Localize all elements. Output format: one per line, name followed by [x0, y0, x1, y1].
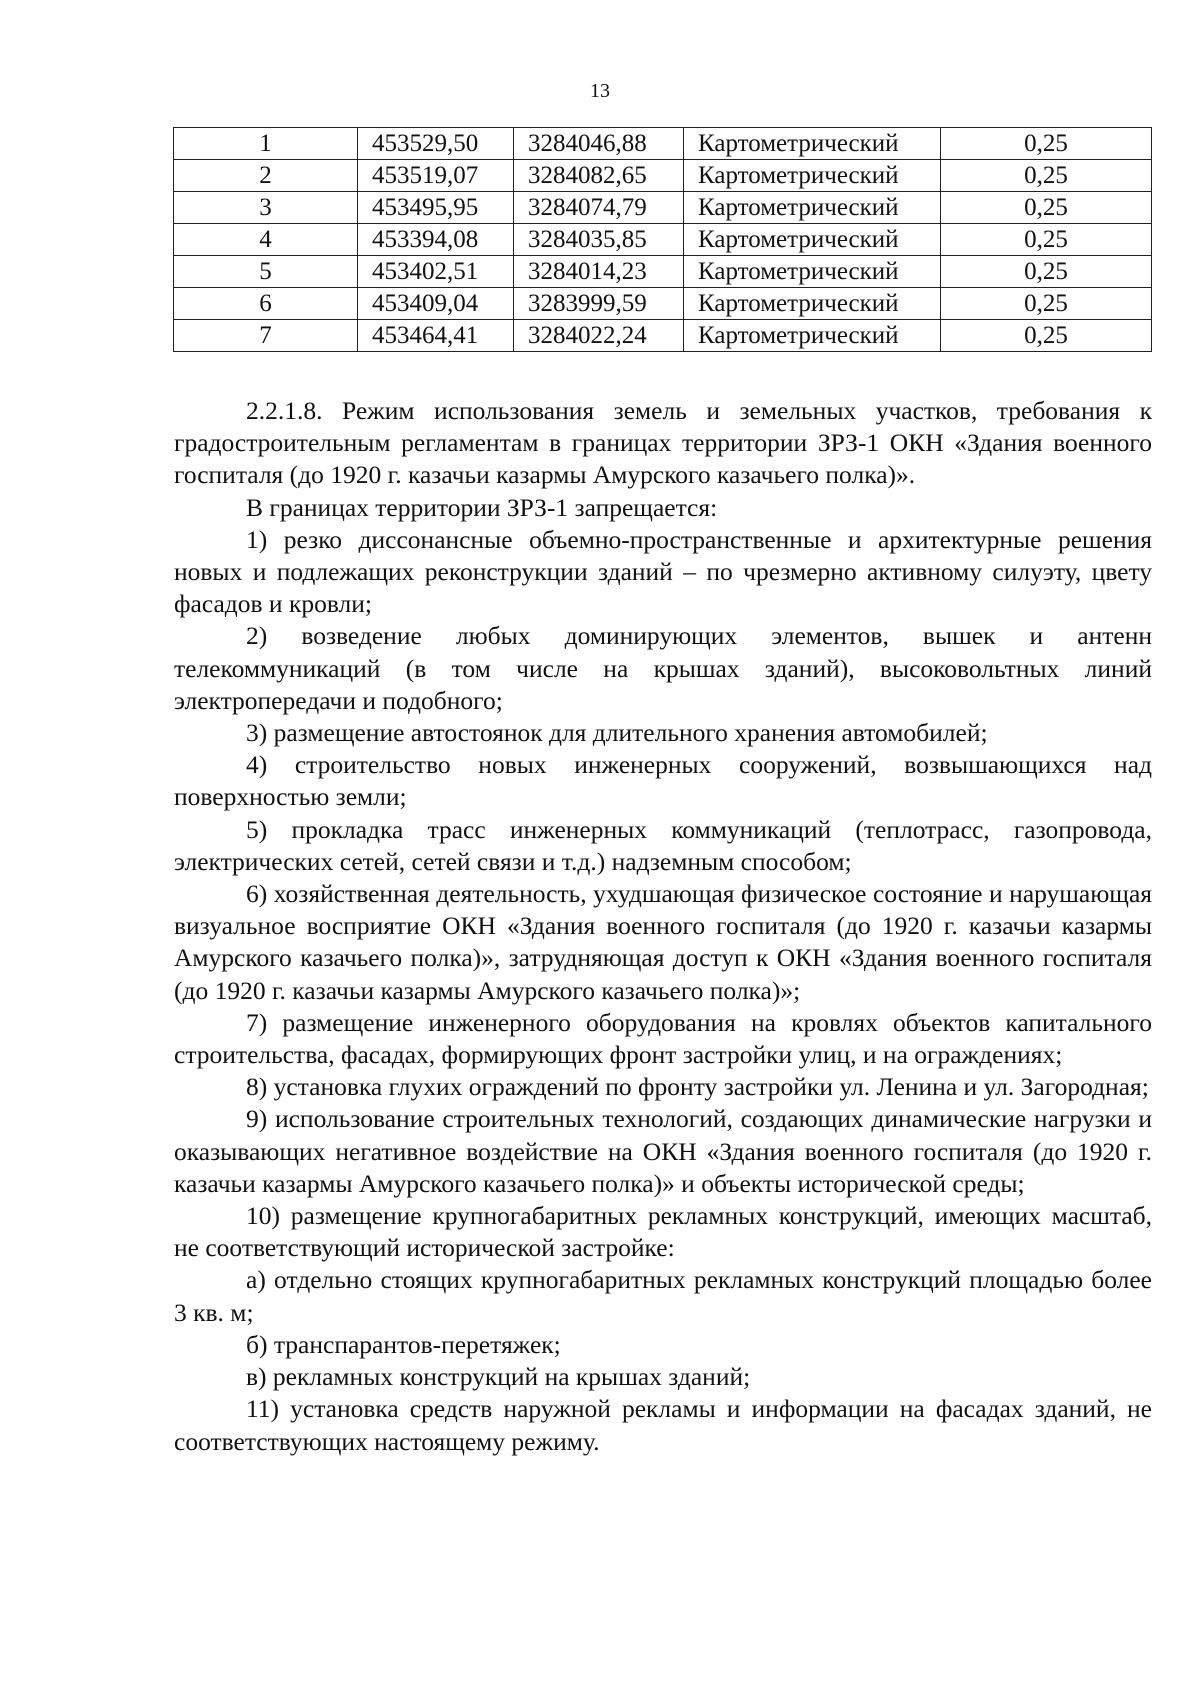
table-row [174, 320, 1152, 352]
coordinate-x: 453529,50 [358, 128, 514, 160]
coordinate-x: 453495,95 [358, 192, 514, 224]
coordinate-y: 3283999,59 [514, 288, 684, 320]
coordinate-x: 453402,51 [358, 256, 514, 288]
coordinate-y: 3284022,24 [514, 320, 684, 352]
list-item: 10) размещение крупногабаритных рекламных конструкций, имеющих масштаб, не соответствующий исторической застройке: [174, 1201, 1152, 1263]
error: 0,25 [941, 224, 1152, 256]
point-number: 6 [174, 288, 358, 320]
list-item: 11) установка средств наружной рекламы и информации на фасадах зданий, не соответствующих настоящему режиму. [174, 1394, 1152, 1456]
error: 0,25 [941, 128, 1152, 160]
error: 0,25 [941, 288, 1152, 320]
point-number: 7 [174, 320, 358, 352]
method: Картометрический [684, 160, 941, 192]
table-row [174, 160, 1152, 192]
coordinate-x: 453464,41 [358, 320, 514, 352]
list-item: 6) хозяйственная деятельность, ухудшающая физическое состояние и нарушающая визуальное восприятие ОКН «Здания военного госпиталя (до 1920 г. казачьи казармы Амурского казачьего полка)», затрудняющая доступ к ОКН «Здания военного госпиталя (до 1920 г. казачьи казармы Амурского казачьего полка)»; [174, 879, 1152, 1005]
coordinate-y: 3284082,65 [514, 160, 684, 192]
error: 0,25 [941, 320, 1152, 352]
coordinates-table [173, 127, 1152, 352]
method: Картометрический [684, 192, 941, 224]
list-item: 9) использование строительных технологий, создающих динамические нагрузки и оказывающих негативное воздействие на ОКН «Здания военного госпиталя (до 1920 г. казачьи казармы Амурского казачьего полка)» и объекты исторической среды; [174, 1104, 1152, 1198]
table-row [174, 192, 1152, 224]
point-number: 3 [174, 192, 358, 224]
sub-list-item: в) рекламных конструкций на крышах зданий; [246, 1362, 751, 1392]
coordinate-x: 453519,07 [358, 160, 514, 192]
section-heading-paragraph: 2.2.1.8. Режим использования земель и земельных участков, требования к градостроительным регламентам в границах территории ЗРЗ-1 ОКН «Здания военного госпиталя (до 1920 г. казачьи казармы Амурского казачьего полка)». [174, 396, 1152, 490]
list-item: 2) возведение любых доминирующих элементов, вышек и антенн телекоммуникаций (в том числе на крышах зданий), высоковольтных линий электропередачи и подобного; [174, 621, 1152, 715]
method: Картометрический [684, 320, 941, 352]
point-number: 4 [174, 224, 358, 256]
method: Картометрический [684, 256, 941, 288]
point-number: 1 [174, 128, 358, 160]
coordinate-y: 3284074,79 [514, 192, 684, 224]
coordinate-y: 3284014,23 [514, 256, 684, 288]
prohibition-intro: В границах территории ЗРЗ-1 запрещается: [246, 492, 718, 522]
list-item: 1) резко диссонансные объемно-пространственные и архитектурные решения новых и подлежащих реконструкции зданий – по чрезмерно активному силуэту, цвету фасадов и кровли; [174, 524, 1152, 619]
list-item: 5) прокладка трасс инженерных коммуникаций (теплотрасс, газопровода, электрических сетей, сетей связи и т.д.) надземным способом; [174, 814, 1152, 876]
error: 0,25 [941, 160, 1152, 192]
table-row [174, 256, 1152, 288]
page-number: 13 [590, 80, 610, 102]
sub-list-item: а) отдельно стоящих крупногабаритных рекламных конструкций площадью более 3 кв. м; [174, 1265, 1152, 1327]
error: 0,25 [941, 192, 1152, 224]
sub-list-item: б) транспарантов-перетяжек; [246, 1329, 561, 1359]
table-row [174, 128, 1152, 160]
point-number: 5 [174, 256, 358, 288]
point-number: 2 [174, 160, 358, 192]
coordinate-x: 453409,04 [358, 288, 514, 320]
coordinate-x: 453394,08 [358, 224, 514, 256]
coordinate-y: 3284035,85 [514, 224, 684, 256]
method: Картометрический [684, 288, 941, 320]
coordinate-y: 3284046,88 [514, 128, 684, 160]
table-row [174, 288, 1152, 320]
table-row [174, 224, 1152, 256]
method: Картометрический [684, 128, 941, 160]
method: Картометрический [684, 224, 941, 256]
list-item: 4) строительство новых инженерных сооружений, возвышающихся над поверхностью земли; [174, 750, 1152, 812]
list-item: 3) размещение автостоянок для длительного хранения автомобилей; [246, 718, 988, 748]
document-body [174, 395, 1152, 1458]
list-item: 8) установка глухих ограждений по фронту застройки ул. Ленина и ул. Загородная; [246, 1072, 1149, 1102]
list-item: 7) размещение инженерного оборудования на кровлях объектов капитального строительства, фасадах, формирующих фронт застройки улиц, и на ограждениях; [174, 1007, 1152, 1070]
error: 0,25 [941, 256, 1152, 288]
